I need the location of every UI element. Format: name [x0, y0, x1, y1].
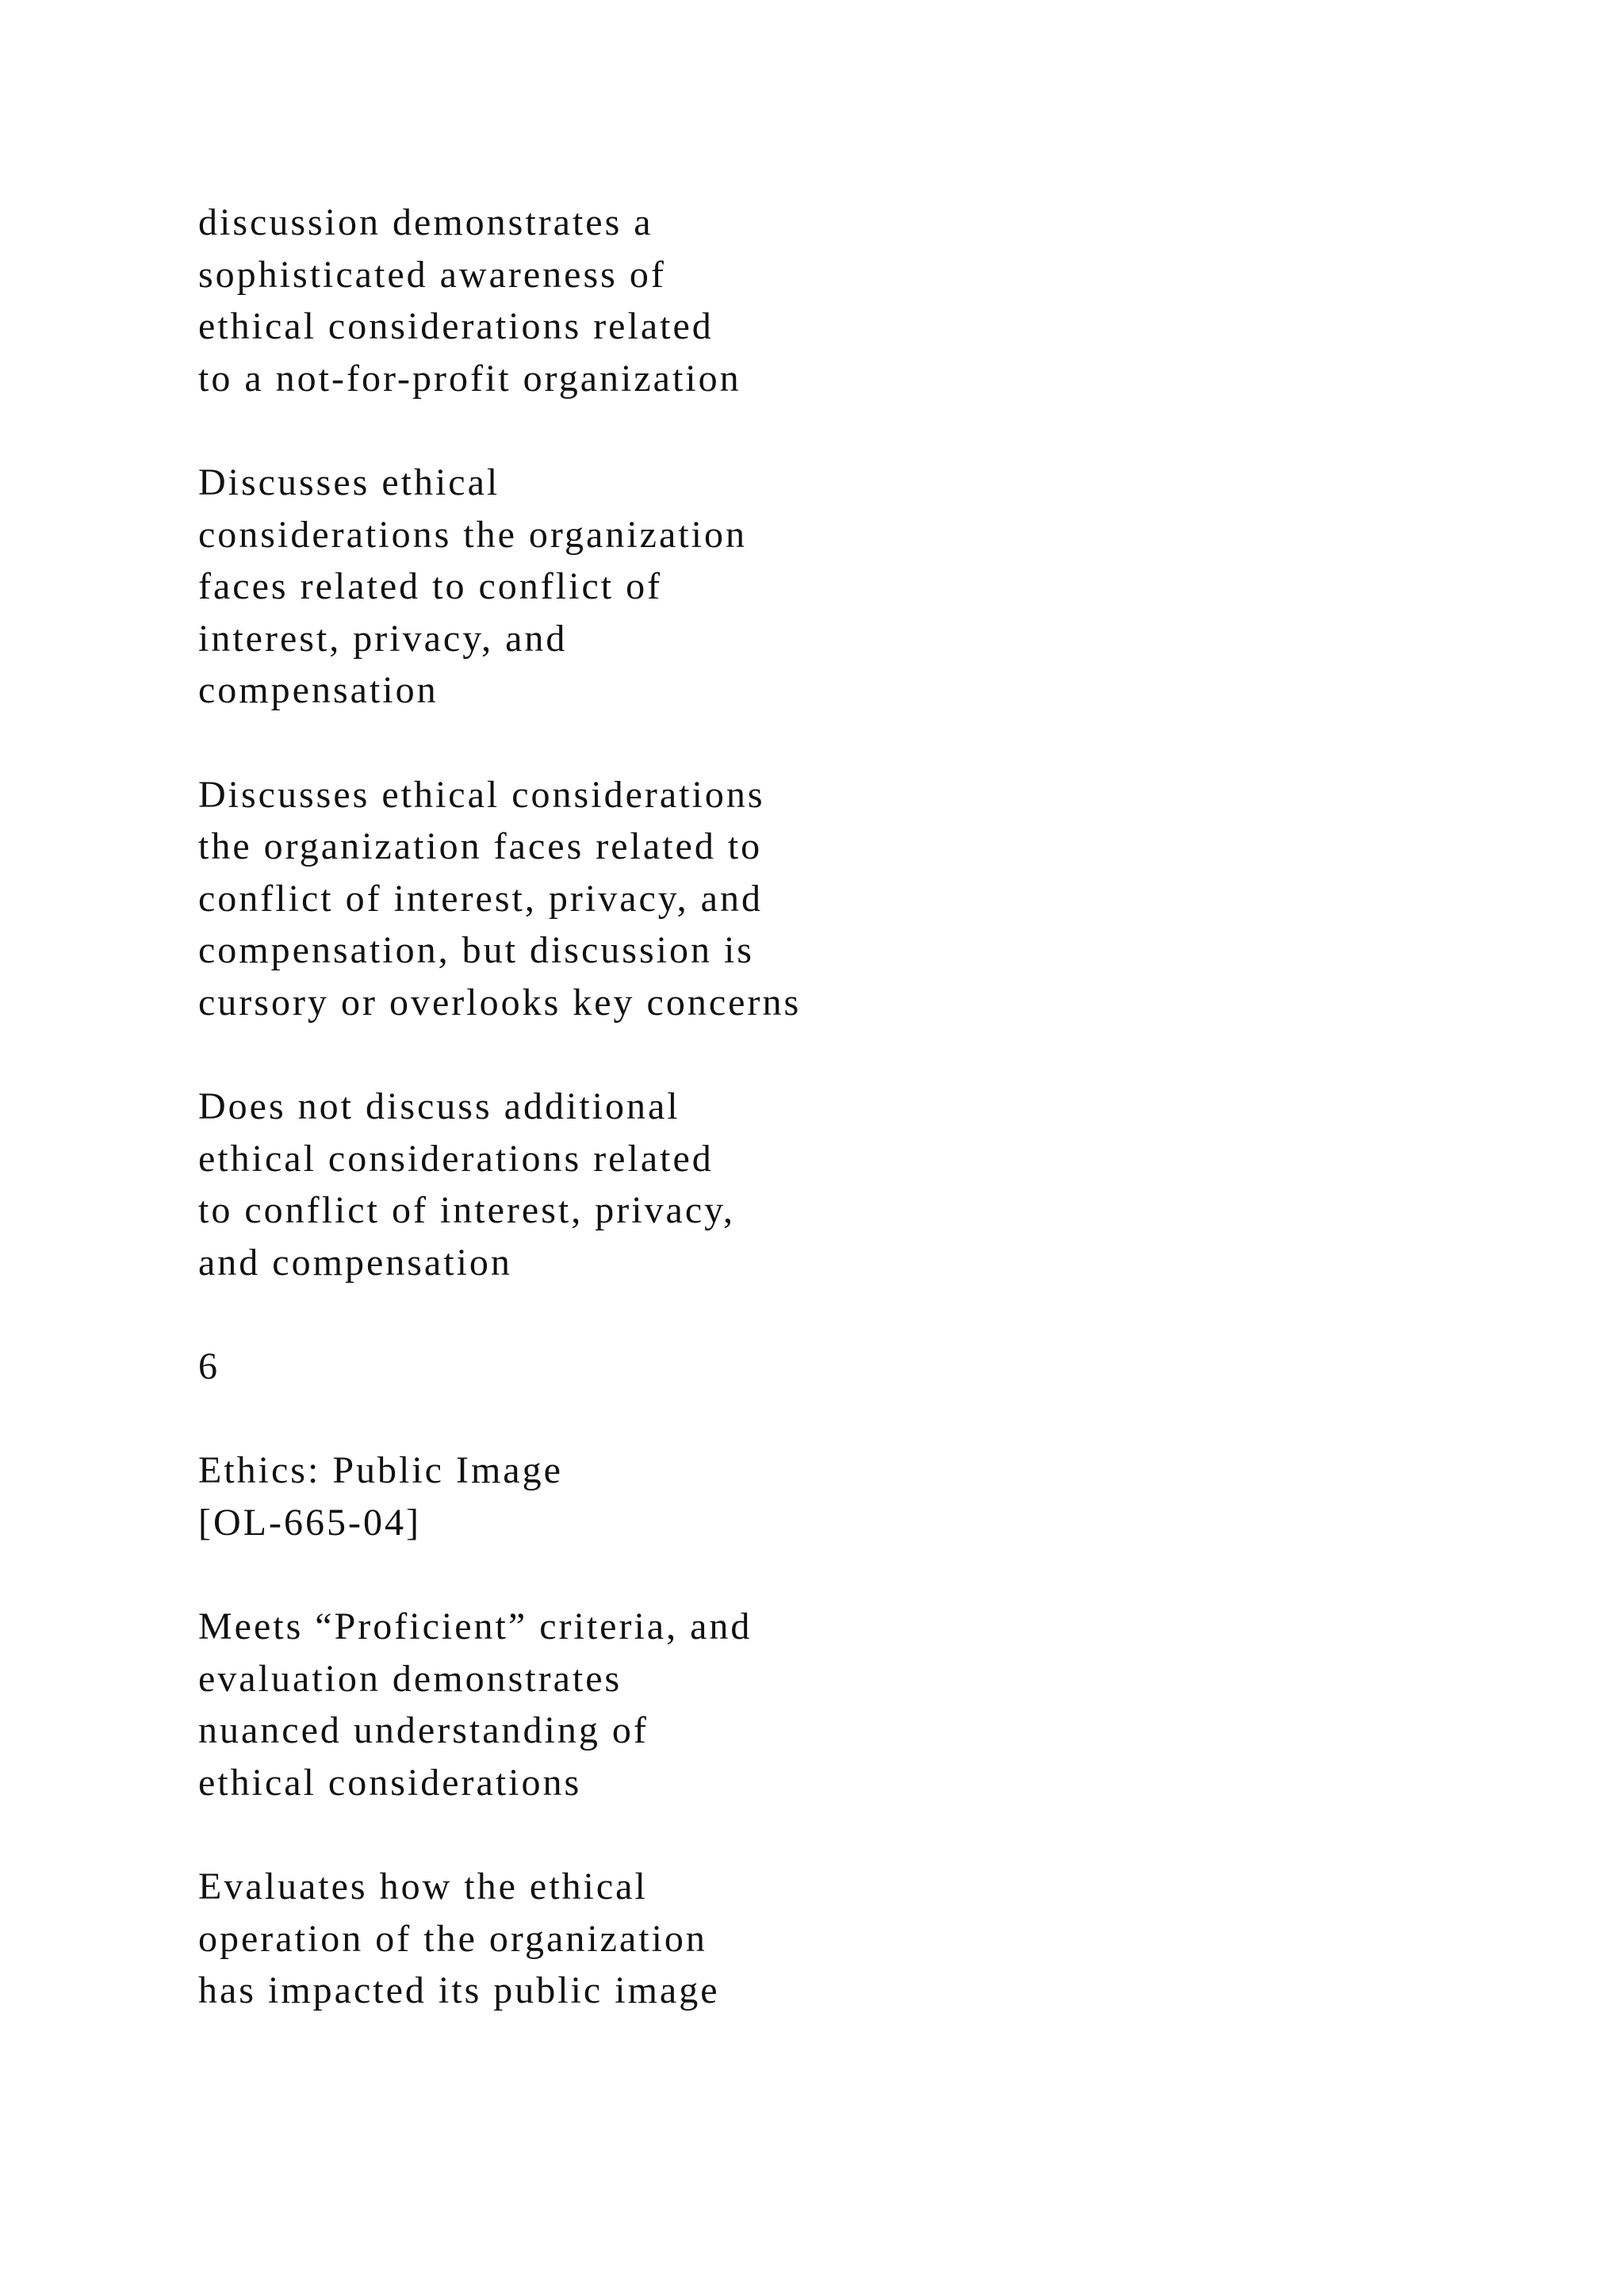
text-line: compensation, but discussion is: [198, 929, 754, 972]
paragraph-criterion-title: [198, 1445, 1467, 1548]
text-line: conflict of interest, privacy, and: [198, 877, 763, 920]
text-line: Evaluates how the ethical: [198, 1866, 648, 1908]
document-text: [198, 197, 1467, 2017]
paragraph-needs-improvement-ethics: [198, 769, 1467, 1029]
paragraph-exemplary-public-image: [198, 1601, 1467, 1808]
paragraph-proficient-public-image: [198, 1861, 1467, 2017]
text-line: evaluation demonstrates: [198, 1657, 622, 1700]
text-line: ethical considerations: [198, 1761, 582, 1804]
criterion-title: Ethics: Public Image: [198, 1449, 563, 1492]
text-line: interest, privacy, and: [198, 617, 568, 660]
text-line: to a not-for-profit organization: [198, 357, 741, 400]
paragraph-not-evident-ethics: [198, 1081, 1467, 1288]
text-line: has impacted its public image: [198, 1969, 720, 2012]
criterion-value: 6: [198, 1345, 220, 1388]
text-line: discussion demonstrates a: [198, 201, 653, 243]
text-line: sophisticated awareness of: [198, 253, 666, 296]
criterion-code: [OL-665-04]: [198, 1501, 421, 1544]
text-line: cursory or overlooks key concerns: [198, 981, 802, 1024]
text-line: Discusses ethical: [198, 461, 500, 503]
paragraph-exemplary-ethics-continued: [198, 197, 1467, 404]
text-line: considerations the organization: [198, 513, 747, 556]
text-line: and compensation: [198, 1241, 512, 1284]
paragraph-value: [198, 1341, 1467, 1393]
paragraph-proficient-ethics: [198, 457, 1467, 717]
text-line: Does not discuss additional: [198, 1085, 680, 1128]
text-line: ethical considerations related: [198, 305, 714, 348]
text-line: ethical considerations related: [198, 1137, 714, 1180]
text-line: to conflict of interest, privacy,: [198, 1189, 736, 1232]
text-line: Discusses ethical considerations: [198, 773, 765, 816]
text-line: operation of the organization: [198, 1917, 707, 1960]
text-line: faces related to conflict of: [198, 565, 663, 608]
text-line: nuanced understanding of: [198, 1709, 649, 1752]
text-line: compensation: [198, 669, 439, 712]
text-line: Meets “Proficient” criteria, and: [198, 1605, 753, 1648]
text-line: the organization faces related to: [198, 825, 763, 868]
